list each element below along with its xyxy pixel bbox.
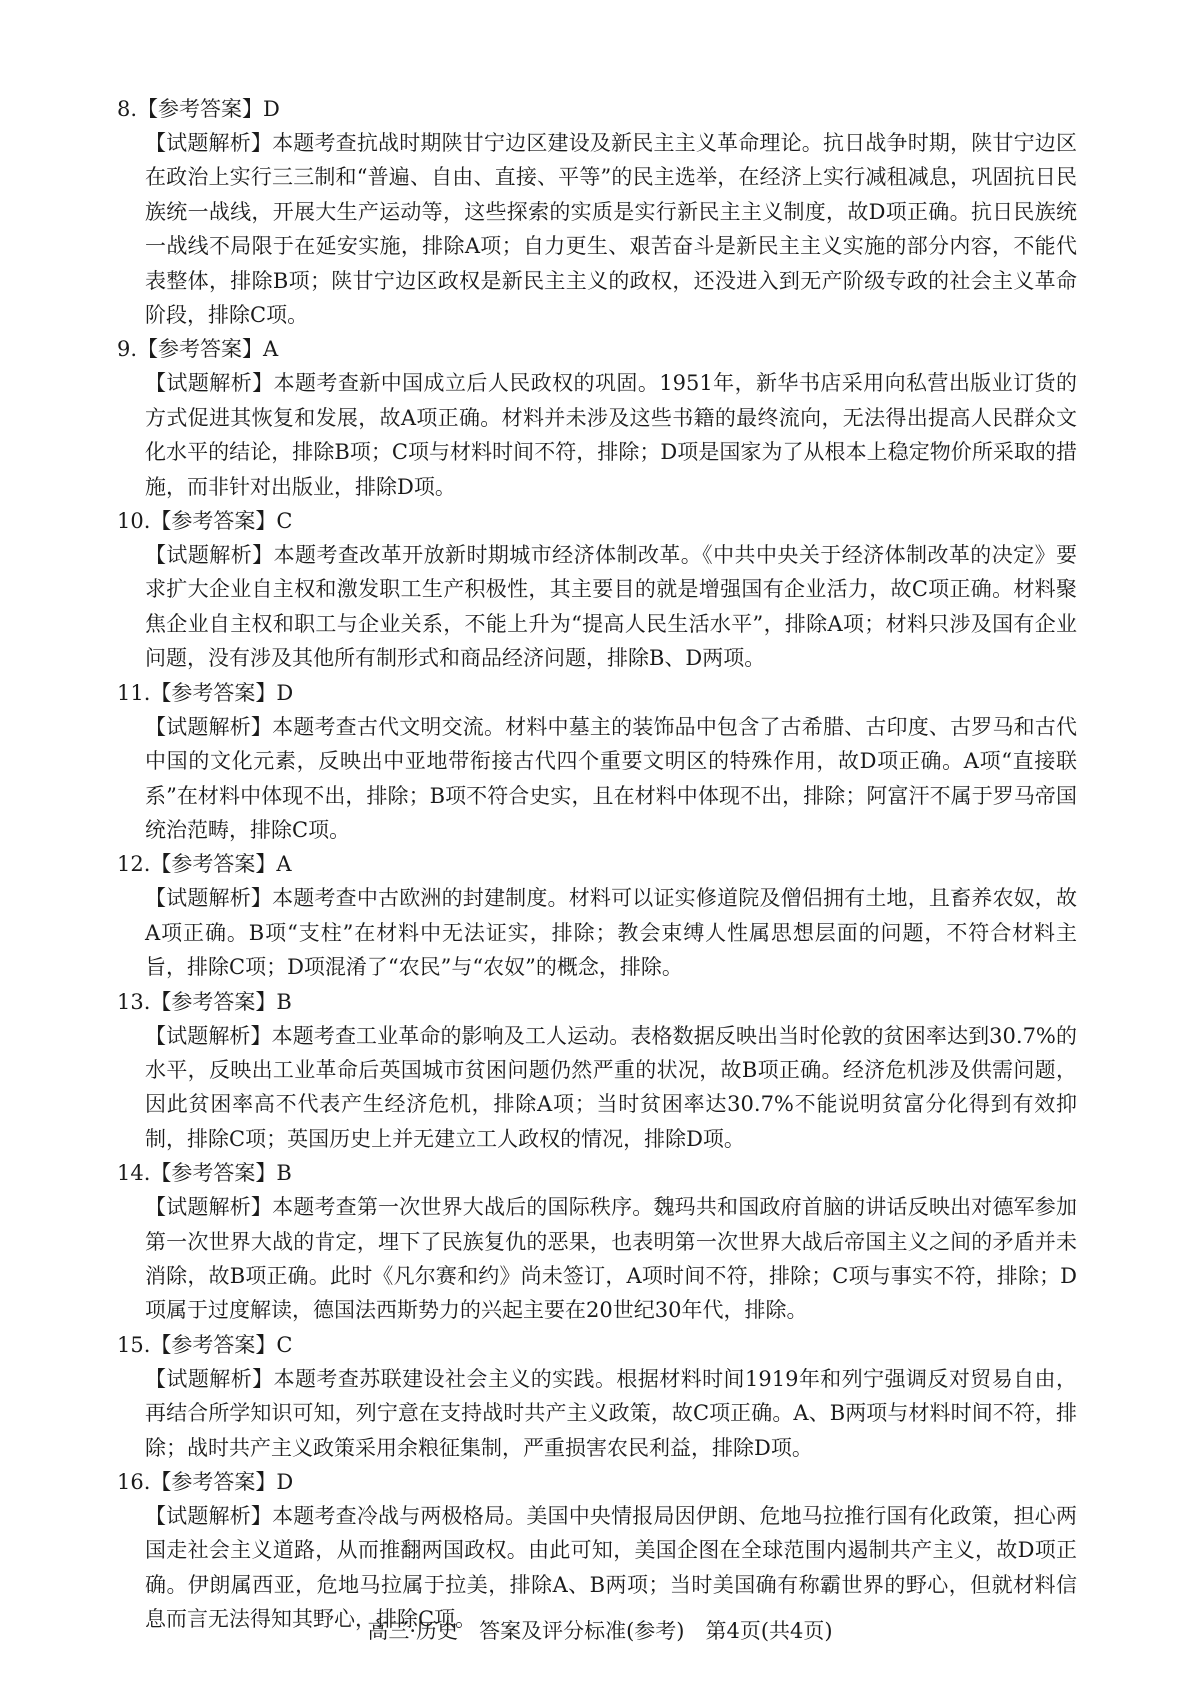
question-number: 14. — [117, 1161, 151, 1186]
question-item — [117, 847, 1077, 984]
question-number: 9. — [117, 337, 138, 362]
question-analysis: 【试题解析】本题考查第一次世界大战后的国际秩序。魏玛共和国政府首脑的讲话反映出对德军参加第一次世界大战的肯定，埋下了民族复仇的恶果，也表明第一次世界大战后帝国主义之间的矛盾并未消除，故B项正确。此时《凡尔赛和约》尚未签订，A项时间不符，排除；C项与事实不符，排除；D项属于过度解读，德国法西斯势力的兴起主要在20世纪30年代，排除。 — [145, 1195, 1077, 1323]
question-item — [117, 985, 1077, 1157]
question-item — [117, 332, 1077, 504]
question-header — [117, 847, 1077, 881]
question-header — [117, 332, 1077, 366]
page-footer: 高三·历史 答案及评分标准(参考) 第4页(共4页) — [367, 1619, 833, 1643]
reference-answer: 【参考答案】B — [150, 989, 292, 1014]
reference-answer: 【参考答案】B — [150, 1161, 292, 1186]
question-number: 8. — [117, 97, 138, 121]
reference-answer: 【参考答案】A — [150, 852, 292, 877]
question-number: 13. — [117, 989, 151, 1014]
question-analysis: 【试题解析】本题考查改革开放新时期城市经济体制改革。《中共中央关于经济体制改革的决定》要求扩大企业自主权和激发职工生产积极性，其主要目的就是增强国有企业活力，故C项正确。材料聚焦企业自主权和职工与企业关系，不能上升为“提高人民生活水平”，排除A项；材料只涉及国有企业问题，没有涉及其他所有制形式和商品经济问题，排除B、D两项。 — [145, 543, 1077, 671]
question-number: 11. — [117, 680, 151, 705]
question-item — [117, 1328, 1077, 1465]
reference-answer: 【参考答案】D — [150, 1470, 294, 1494]
question-analysis: 【试题解析】本题考查新中国成立后人民政权的巩固。1951年，新华书店采用向私营出版业订货的方式促进其恢复和发展，故A项正确。材料并未涉及这些书籍的最终流向，无法得出提高人民群众文化水平的结论，排除B项；C项与材料时间不符，排除；D项是国家为了从根本上稳定物价所采取的措施，而非针对出版业，排除D项。 — [145, 371, 1077, 499]
question-header — [117, 1465, 1077, 1499]
question-header — [117, 676, 1077, 710]
question-item — [117, 92, 1077, 332]
question-number: 16. — [117, 1470, 151, 1494]
question-number: 12. — [117, 852, 151, 877]
question-item — [117, 676, 1077, 848]
question-header — [117, 1156, 1077, 1190]
question-header — [117, 1328, 1077, 1362]
reference-answer: 【参考答案】C — [150, 509, 293, 534]
question-number: 15. — [117, 1332, 151, 1357]
question-analysis: 【试题解析】本题考查冷战与两极格局。美国中央情报局因伊朗、危地马拉推行国有化政策，担心两国走社会主义道路，从而推翻两国政权。由此可知，美国企图在全球范围内遏制共产主义，故D项正确。伊朗属西亚，危地马拉属于拉美，排除A、B两项；当时美国确有称霸世界的野心，但就材料信息而言无法得知其野心，排除C项。 — [145, 1504, 1077, 1632]
question-header — [117, 985, 1077, 1019]
question-header — [117, 92, 1077, 126]
reference-answer: 【参考答案】D — [137, 97, 280, 121]
question-analysis: 【试题解析】本题考查苏联建设社会主义的实践。根据材料时间1919年和列宁强调反对贸易自由，再结合所学知识可知，列宁意在支持战时共产主义政策，故C项正确。A、B两项与材料时间不符，排除；战时共产主义政策采用余粮征集制，严重损害农民利益，排除D项。 — [145, 1366, 1077, 1460]
question-item — [117, 1465, 1077, 1637]
question-analysis: 【试题解析】本题考查古代文明交流。材料中墓主的装饰品中包含了古希腊、古印度、古罗马和古代中国的文化元素，反映出中亚地带衔接古代四个重要文明区的特殊作用，故D项正确。A项“直接联系”在材料中体现不出，排除；B项不符合史实，且在材料中体现不出，排除；阿富汗不属于罗马帝国统治范畴，排除C项。 — [145, 714, 1077, 842]
question-number: 10. — [117, 509, 151, 534]
reference-answer: 【参考答案】C — [150, 1332, 293, 1357]
question-analysis: 【试题解析】本题考查工业革命的影响及工人运动。表格数据反映出当时伦敦的贫困率达到30.7%的水平，反映出工业革命后英国城市贫困问题仍然严重的状况，故B项正确。经济危机涉及供需问题，因此贫困率高不代表产生经济危机，排除A项；当时贫困率达30.7%不能说明贫富分化得到有效抑制，排除C项；英国历史上并无建立工人政权的情况，排除D项。 — [145, 1023, 1077, 1151]
question-analysis: 【试题解析】本题考查中古欧洲的封建制度。材料可以证实修道院及僧侣拥有土地，且畜养农奴，故A项正确。B项“支柱”在材料中无法证实，排除；教会束缚人性属思想层面的问题，不符合材料主旨，排除C项；D项混淆了“农民”与“农奴”的概念，排除。 — [145, 886, 1077, 980]
question-item — [117, 1156, 1077, 1328]
reference-answer: 【参考答案】D — [150, 680, 294, 705]
question-header — [117, 504, 1077, 538]
reference-answer: 【参考答案】A — [137, 337, 279, 362]
question-list — [117, 92, 1077, 1637]
question-analysis: 【试题解析】本题考查抗战时期陕甘宁边区建设及新民主主义革命理论。抗日战争时期，陕甘宁边区在政治上实行三三制和“普遍、自由、直接、平等”的民主选举，在经济上实行减租减息，巩固抗日民族统一战线，开展大生产运动等，这些探索的实质是实行新民主主义制度，故D项正确。抗日民族统一战线不局限于在延安实施，排除A项；自力更生、艰苦奋斗是新民主主义实施的部分内容，不能代表整体，排除B项；陕甘宁边区政权是新民主主义的政权，还没进入到无产阶级专政的社会主义革命阶段，排除C项。 — [145, 131, 1077, 328]
question-item — [117, 504, 1077, 676]
